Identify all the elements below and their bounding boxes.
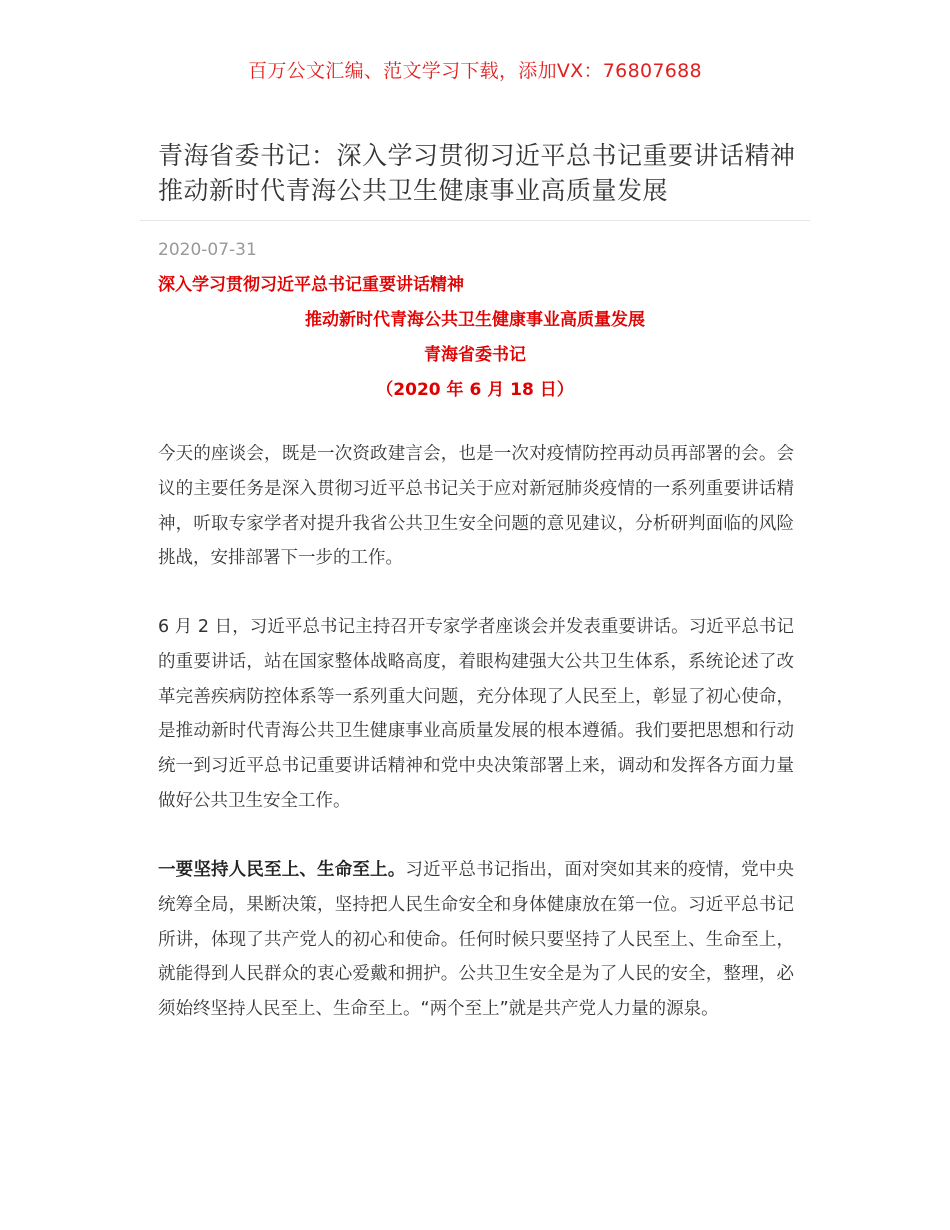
heading-author: 青海省委书记 bbox=[424, 345, 526, 365]
paragraph-3 bbox=[158, 853, 794, 1027]
title-divider bbox=[140, 220, 810, 221]
paragraph-3-lead: 一要坚持人民至上、生命至上。 bbox=[158, 860, 406, 880]
paragraph-3-body: 习近平总书记指出，面对突如其来的疫情，党中央统筹全局，果断决策，坚持把人民生命安全和身体健康放在第一位。习近平总书记所讲，体现了共产党人的初心和使命。任何时候只要坚持了人民至上、生命至上，就能得到人民群众的衷心爱戴和拥护。公共卫生安全是为了人民的安全，整理，必须始终坚持人民至上、生命至上。“两个至上”就是共产党人力量的源泉。 bbox=[158, 860, 795, 1020]
heading-line-1: 深入学习贯彻习近平总书记重要讲话精神 bbox=[158, 275, 464, 295]
watermark-banner: 百万公文汇编、范文学习下载，添加VX：76807688 bbox=[248, 60, 702, 82]
publish-date: 2020-07-31 bbox=[158, 240, 257, 260]
heading-line-2: 推动新时代青海公共卫生健康事业高质量发展 bbox=[305, 310, 645, 330]
heading-date: （2020 年 6 月 18 日） bbox=[376, 380, 574, 400]
paragraph-1: 今天的座谈会，既是一次资政建言会，也是一次对疫情防控再动员再部署的会。会议的主要任务是深入贯彻习近平总书记关于应对新冠肺炎疫情的一系列重要讲话精神，听取专家学者对提升我省公共卫生安全问题的意见建议，分析研判面临的风险挑战，安排部署下一步的工作。 bbox=[158, 444, 794, 569]
paragraph-2: 6 月 2 日，习近平总书记主持召开专家学者座谈会并发表重要讲话。习近平总书记的重要讲话，站在国家整体战略高度，着眼构建强大公共卫生体系，系统论述了改革完善疾病防控体系等一系列重大问题，充分体现了人民至上，彰显了初心使命，是推动新时代青海公共卫生健康事业高质量发展的根本遵循。我们要把思想和行动统一到习近平总书记重要讲话精神和党中央决策部署上来，调动和发挥各方面力量做好公共卫生安全工作。 bbox=[158, 617, 794, 811]
article-title: 青海省委书记：深入学习贯彻习近平总书记重要讲话精神 推动新时代青海公共卫生健康事业高质量发展 bbox=[158, 141, 796, 205]
